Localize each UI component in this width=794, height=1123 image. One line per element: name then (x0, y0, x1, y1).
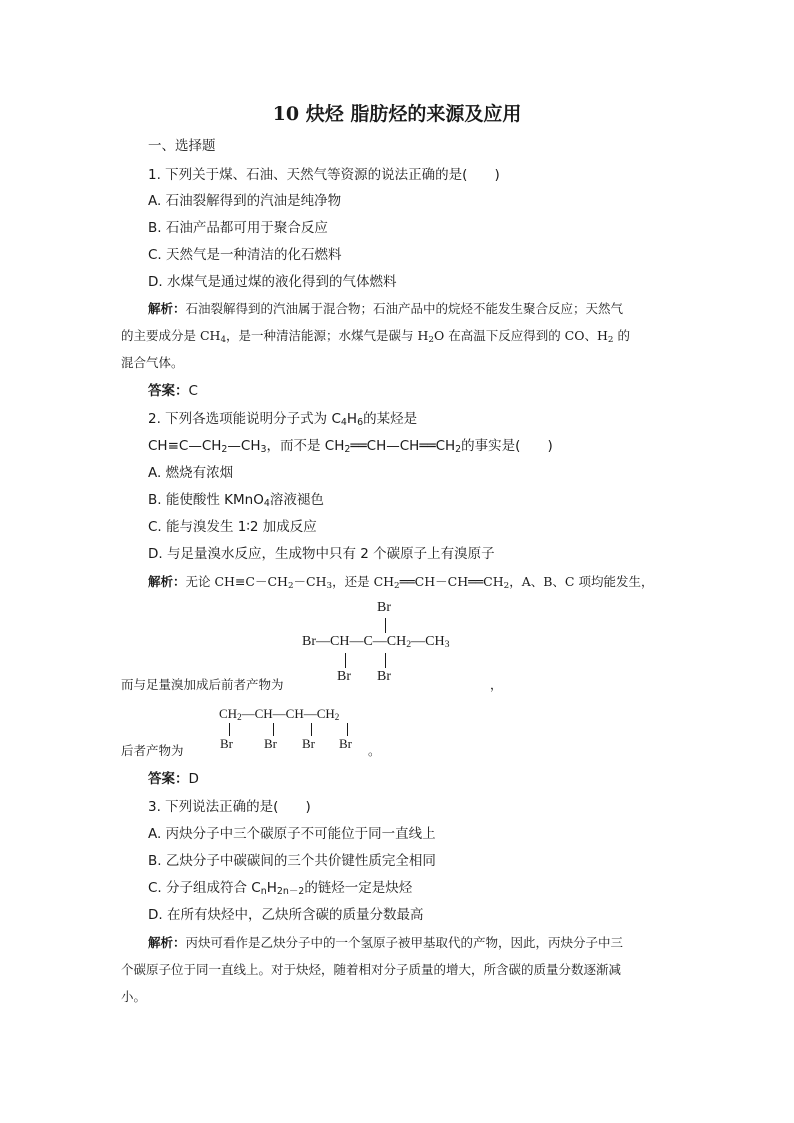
section-heading: 一、选择题 (148, 138, 216, 154)
s1-br-top: Br (377, 600, 391, 615)
q1-option-b: B. 石油产品都可用于聚合反应 (148, 220, 328, 236)
q2-explanation-line1: 解析：无论 $CH\equiv C-CH_2-CH_3$，还是 $CH_2══CH-CH══CH_2$，A、B、C 项均能发生， (148, 574, 654, 591)
q3-option-b: B. 乙炔分子中碳碳间的三个共价键性质完全相同 (148, 853, 436, 869)
q3-option-d: D. 在所有炔烃中，乙炔所含碳的质量分数最高 (148, 907, 424, 923)
q2-option-c: C. 能与溴发生 1∶2 加成反应 (148, 519, 317, 535)
s2-br-4: Br (339, 736, 352, 751)
q3-option-a: A. 丙炔分子中三个碳原子不可能位于同一直线上 (148, 826, 436, 842)
s1-br-bottom-2: Br (377, 669, 391, 684)
q3-stem: 3. 下列说法正确的是( ) (148, 799, 311, 815)
q1-answer: 答案：C (148, 383, 198, 399)
q2-explanation-line3: 后者产物为 (121, 743, 184, 758)
q2-stem-line1: 2. 下列各选项能说明分子式为 $C_4H_6$的某烃是 (148, 411, 418, 428)
q3-explanation-line2: 个碳原子位于同一直线上。对于炔烃，随着相对分子质量的增大，所含碳的质量分数逐渐减 (121, 962, 622, 977)
page-title: 10 炔烃 脂肪烃的来源及应用 (272, 103, 522, 125)
q1-stem: 1. 下列关于煤、石油、天然气等资源的说法正确的是( ) (148, 167, 500, 183)
q2-answer: 答案：D (148, 771, 199, 787)
explain-label: 解析： (148, 301, 186, 316)
q1-explanation-line3: 混合气体。 (121, 355, 184, 370)
q1-explanation-line1: 解析：石油裂解得到的汽油属于混合物；石油产品中的烷烃不能发生聚合反应；天然气 (148, 301, 624, 316)
s2-br-2: Br (264, 736, 277, 751)
q1-option-c: C. 天然气是一种清洁的化石燃料 (148, 247, 342, 263)
s2-br-1: Br (220, 736, 233, 751)
q1-option-a: A. 石油裂解得到的汽油是纯净物 (148, 193, 342, 209)
s2-br-3: Br (302, 736, 315, 751)
q1-explanation-line2: 的主要成分是 $CH_4$，是一种清洁能源；水煤气是碳与 $H_2O$ 在高温下反应得到的 CO、$H_2$ 的 (121, 328, 630, 345)
q3-explanation-line1: 解析：丙炔可看作是乙炔分子中的一个氢原子被甲基取代的产物，因此，丙炔分子中三 (148, 935, 624, 950)
q2-period: 。 (368, 743, 381, 758)
s1-main-chain: $Br—CH—C—CH_2—CH_3$ (302, 634, 450, 650)
q1-option-d: D. 水煤气是通过煤的液化得到的气体燃料 (148, 274, 397, 290)
q2-comma: ， (490, 677, 503, 692)
q2-stem-line2: $CH\equiv C—CH_2—CH_3$，而不是 $CH_2══CH—CH══CH_2$的事实是( ) (148, 438, 553, 455)
q2-option-d: D. 与足量溴水反应，生成物中只有 2 个碳原子上有溴原子 (148, 546, 495, 562)
q2-option-b: B. 能使酸性 KMnO$_4$溶液褪色 (148, 492, 324, 509)
q3-option-c: C. 分子组成符合 $C_nH_{2n-2}$的链烃一定是炔烃 (148, 880, 413, 897)
q3-explanation-line3: 小。 (121, 989, 147, 1004)
s1-br-bottom-1: Br (337, 669, 351, 684)
q2-option-a: A. 燃烧有浓烟 (148, 465, 234, 481)
q2-explanation-line2: 而与足量溴加成后前者产物为 (121, 677, 284, 692)
s2-main-chain: $CH_2—CH—CH—CH_2$ (219, 706, 340, 722)
